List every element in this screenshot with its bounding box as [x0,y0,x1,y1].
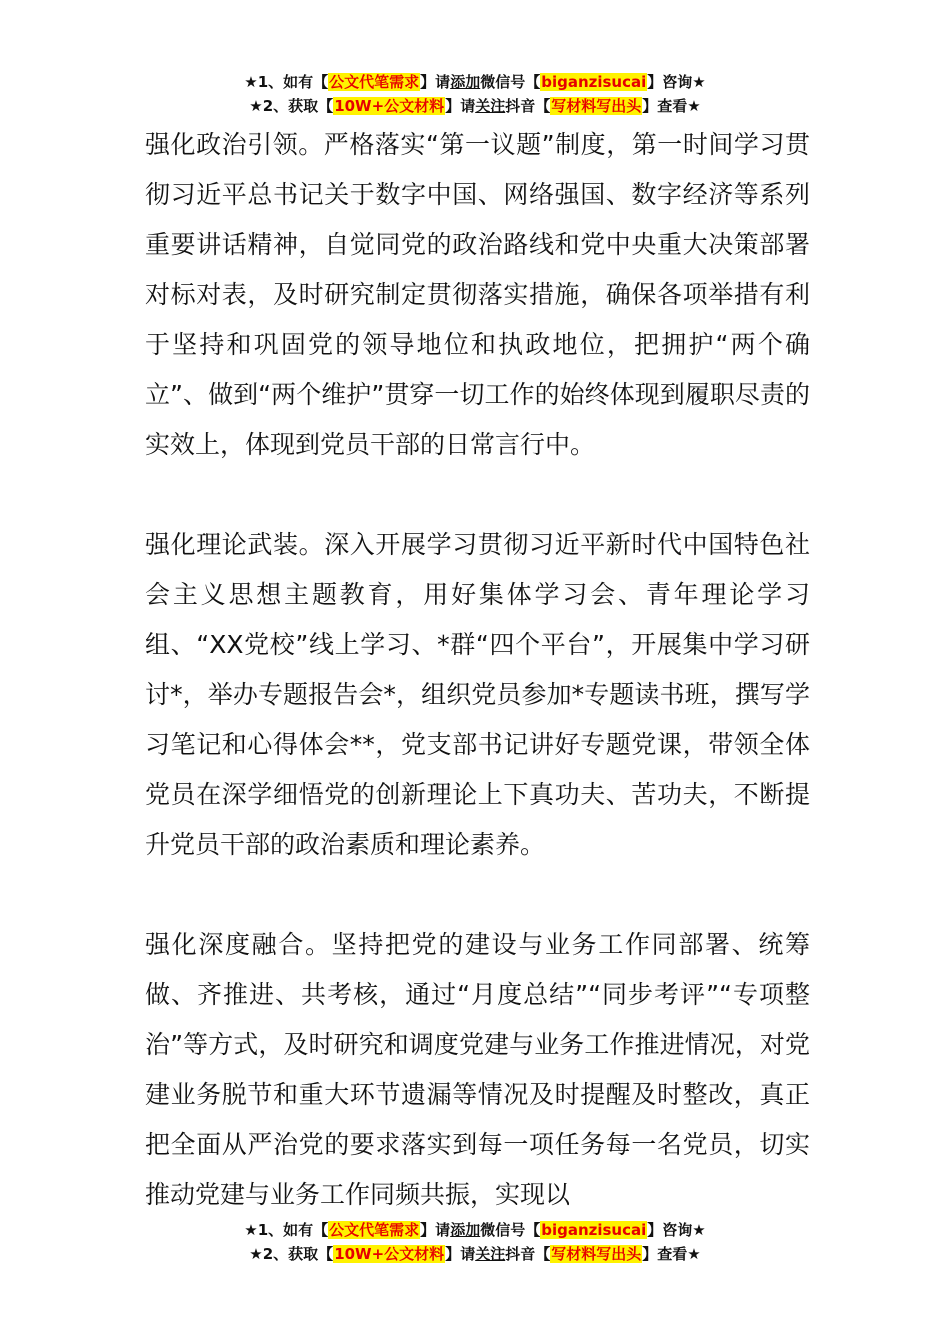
header-banner [0,70,950,118]
paragraph-deep-integration: 强化深度融合。坚持把党的建设与业务工作同部署、统筹做、齐推进、共考核，通过“月度总结”“同步考评”“专项整治”等方式，及时研究和调度党建与业务工作推进情况，对党建业务脱节和重大环节遗漏等情况及时提醒及时整改，真正把全面从严治党的要求落实到每一项任务每一名党员，切实推动党建与业务工作同频共振，实现以 [145,930,810,1209]
highlight-wechat-id: biganzisucai [541,1221,647,1239]
banner-line-1: ★1、如有【公文代笔需求】请添加微信号【biganzisucai】咨询★ [244,1221,706,1239]
highlight-wechat-id: biganzisucai [541,73,647,91]
banner-line-2: ★2、获取【10W+公文材料】请关注抖音【写材料写出头】查看★ [249,1245,701,1263]
footer-banner [0,1218,950,1266]
banner-line-2: ★2、获取【10W+公文材料】请关注抖音【写材料写出头】查看★ [249,97,701,115]
highlight-douyin-account: 写材料写出头 [551,97,642,115]
highlight-service: 公文代笔需求 [329,73,420,91]
paragraph-political-guidance: 强化政治引领。严格落实“第一议题”制度，第一时间学习贯彻习近平总书记关于数字中国、网络强国、数字经济等系列重要讲话精神，自觉同党的政治路线和党中央重大决策部署对标对表，及时研究制定贯彻落实措施，确保各项举措有利于坚持和巩固党的领导地位和执政地位，把拥护“两个确立”、做到“两个维护”贯穿一切工作的始终体现到履职尽责的实效上，体现到党员干部的日常言行中。 [145,130,810,459]
banner-line-1: ★1、如有【公文代笔需求】请添加微信号【biganzisucai】咨询★ [244,73,706,91]
highlight-materials: 10W+公文材料 [334,1245,445,1263]
highlight-materials: 10W+公文材料 [334,97,445,115]
paragraph-theoretical-arming: 强化理论武装。深入开展学习贯彻习近平新时代中国特色社会主义思想主题教育，用好集体学习会、青年理论学习组、“XX党校”线上学习、*群“四个平台”，开展集中学习研讨*，举办专题报告会*，组织党员参加*专题读书班，撰写学习笔记和心得体会**，党支部书记讲好专题党课，带领全体党员在深学细悟党的创新理论上下真功夫、苦功夫，不断提升党员干部的政治素质和理论素养。 [145,530,810,859]
document-body [145,120,810,1220]
highlight-service: 公文代笔需求 [329,1221,420,1239]
highlight-douyin-account: 写材料写出头 [551,1245,642,1263]
